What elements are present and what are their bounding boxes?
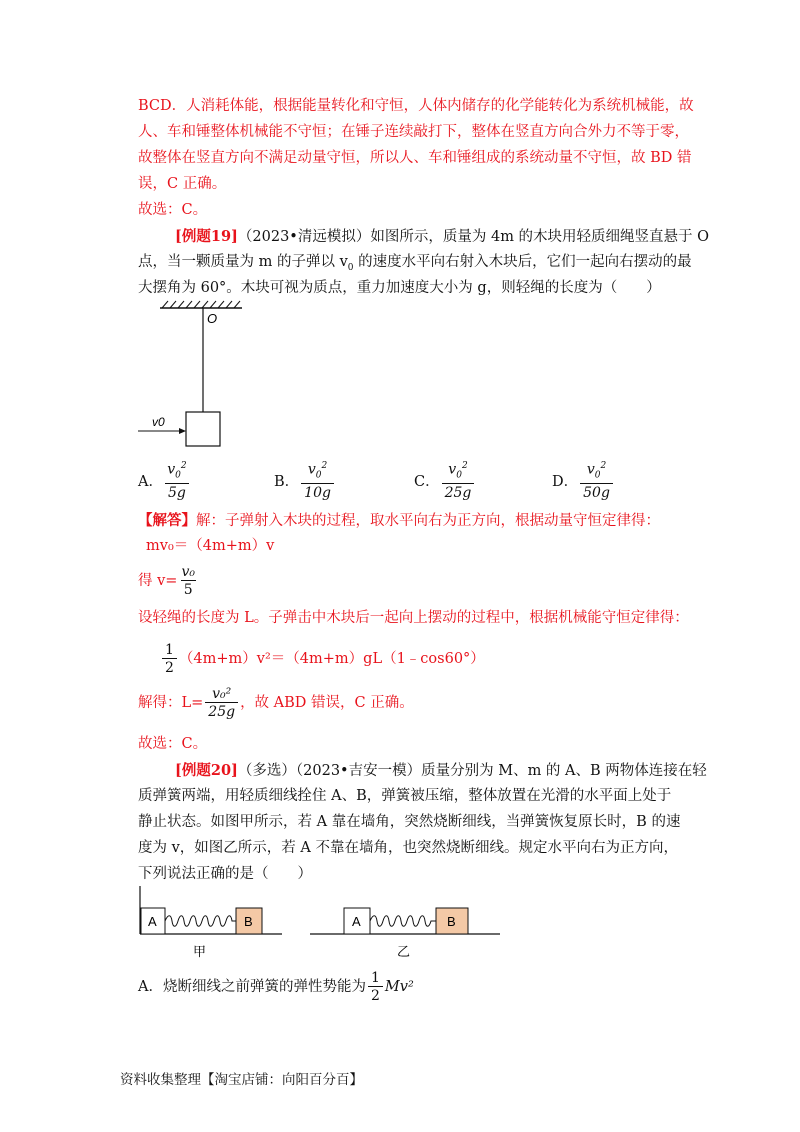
q19-label: [例题19] [175, 228, 238, 245]
spring-jia [165, 916, 236, 927]
q20-line-4: 度为 v，如图乙所示，若 A 不靠在墙角，也突然烧断细线。规定水平向右为正方向， [138, 840, 678, 856]
sol19-text-1: 解：子弹射入木块的过程，取水平向右为正方向，根据动量守恒定律得： [196, 513, 660, 529]
caption-yi: 乙 [397, 944, 411, 959]
q19-option-d: D． $\frac{v_0^2}{50g}$ [552, 458, 615, 502]
arrow-head-icon [179, 428, 186, 434]
ceiling-hatch [162, 301, 240, 308]
velocity-label: v0 [152, 415, 165, 429]
pivot-o-label: O [207, 311, 218, 326]
q19-option-c: C． $\frac{v_0^2}{25g}$ [414, 458, 476, 502]
q19-option-b: B． $\frac{v_0^2}{10g}$ [274, 458, 336, 502]
q20-text-1: （多选）（2023•吉安一模）质量分别为 M、m 的 A、B 两物体连接在轻 [237, 763, 707, 779]
wood-block [186, 412, 220, 446]
prev-answer-choose: 故选：C。 [138, 202, 208, 218]
sol19-line-6: 解得：L= $\frac{\text{v₀²}}{25g}$ ，故 ABD 错误，C 正确。 [138, 686, 414, 720]
sol19-line-1 [138, 508, 660, 534]
q20-option-a-tail: Mv² [384, 979, 414, 995]
prev-answer-line-2: 人、车和锤整体机械能不守恒；在锤子连续敲打下，整体在竖直方向合外力不等于零， [138, 124, 689, 140]
option-letter: B． [274, 473, 300, 490]
q19-line-1 [175, 224, 709, 250]
caption-jia: 甲 [193, 944, 207, 959]
sol19-tag: 【解答】 [138, 512, 196, 529]
option-letter: D． [552, 473, 579, 490]
q19-text-2b: 的速度水平向右射入木块后，它们一起向右摆动的最 [353, 254, 692, 270]
q20-option-a-text: A．烧断细线之前弹簧的弹性势能为 [138, 979, 366, 995]
q20-line-1 [175, 758, 707, 784]
q19-line-3: 大摆角为 60°。木块可视为质点，重力加速度大小为 g，则轻绳的长度为（ ） [138, 280, 661, 296]
q19-sub: 0 [347, 262, 354, 273]
option-letter: A． [138, 473, 163, 490]
block-b-label: B [447, 914, 456, 929]
block-a-label: A [352, 914, 361, 929]
q20-label: [例题20] [175, 762, 238, 779]
q20-line-5: 下列说法正确的是（ ） [138, 866, 312, 882]
block-a-label: A [148, 914, 157, 929]
spring-figure [130, 886, 510, 960]
sol19-choose: 故选：C。 [138, 736, 208, 752]
q19-text-1: （2023•清远模拟）如图所示，质量为 4m 的木块用轻质细绳竖直悬于 O [237, 229, 710, 245]
q19-option-a: A． $\frac{v_0^2}{5g}$ [138, 458, 191, 502]
q20-option-a: A．烧断细线之前弹簧的弹性势能为 $\frac{1}{2}$ Mv² [138, 970, 414, 1004]
q20-line-2: 质弹簧两端，用轻质细线拴住 A、B，弹簧被压缩，整体放置在光滑的水平面上处于 [138, 788, 672, 804]
q20-line-3: 静止状态。如图甲所示，若 A 靠在墙角，突然烧断细线，当弹簧恢复原长时，B 的速 [138, 814, 681, 830]
option-letter: C． [414, 473, 440, 490]
q19-text-2a: 点，当一颗质量为 m 的子弹以 v [138, 254, 348, 270]
footer: 资料收集整理【淘宝店铺：向阳百分百】 [120, 1072, 363, 1088]
prev-answer-line-4: 误，C 正确。 [138, 176, 227, 192]
prev-answer-line-3: 故整体在竖直方向不满足动量守恒，所以人、车和锤组成的系统动量不守恒，故 BD 错 [138, 150, 692, 166]
sol19-text-5: （4m+m）v²＝（4m+m）gL（1﹣cos60°） [178, 651, 485, 667]
prev-answer-line-1: BCD．人消耗体能，根据能量转化和守恒，人体内储存的化学能转化为系统机械能，故 [138, 98, 694, 114]
sol19-text-6a: 解得：L= [138, 695, 204, 711]
sol19-line-5: $\frac{1}{2}$ （4m+m）v²＝（4m+m）gL（1﹣cos60°） [160, 642, 485, 677]
spring-yi [370, 916, 436, 927]
pendulum-figure [130, 298, 270, 454]
sol19-line-2: mv₀＝（4m+m）v [146, 538, 275, 554]
sol19-line-3: 得 v= $\frac{\text{v₀}}{5}$ [138, 564, 195, 598]
sol19-text-3: 得 v= [138, 573, 178, 589]
sol19-text-6b: ，故 ABD 错误，C 正确。 [240, 695, 414, 711]
sol19-line-4: 设轻绳的长度为 L。子弹击中木块后一起向上摆动的过程中，根据机械能守恒定律得： [138, 610, 689, 626]
block-b-label: B [244, 914, 253, 929]
